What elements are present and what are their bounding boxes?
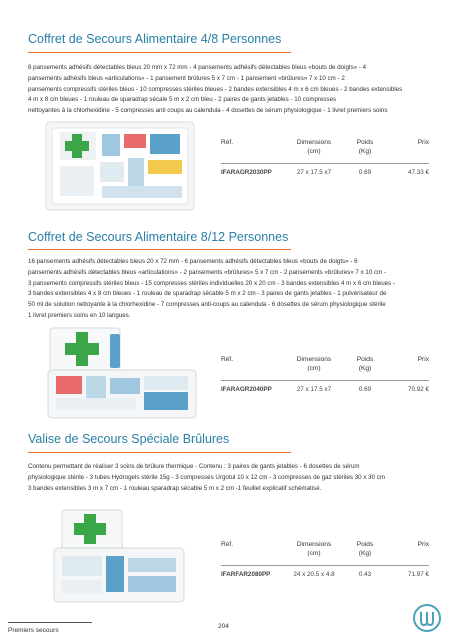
header-prix: Prix: [417, 139, 429, 146]
table-row: [221, 386, 429, 396]
product-description: Contenu permettant de réaliser 3 soins de brûlure thermique - Contenu : 3 paires de gants jetables - 6 dosettes de sérum physiologique stérile - 3 tubes Hydrogels stérile 15g - 3 compresses Urgotul 10 x 12 cm - 3 compresses de gaz stériles 30 x 30 cm 3 bandes extensibles 3 m x 7 cm - 1 rouleau sparadrap sécable 5 m x 2 cm -1 feuillet explicatif schématisé.: [28, 463, 385, 492]
table-row: [221, 169, 429, 179]
header-poids: Poids (Kg): [356, 139, 374, 155]
header-prix: Prix: [417, 356, 429, 363]
header-dimensions: Dimensions (cm): [296, 356, 332, 372]
product-spec-table: [221, 138, 429, 179]
product-ref: IFARAGR2040PP: [221, 386, 272, 393]
brand-logo-icon: [412, 603, 442, 633]
table-divider: [221, 380, 429, 381]
section-title: Coffret de Secours Alimentaire 8/12 Personnes: [28, 230, 289, 244]
header-poids: Poids (Kg): [356, 541, 374, 557]
product-description: 8 pansements adhésifs détectables bleus 20 mm x 72 mm - 4 pansements adhésifs détectables bleus «bouts de doigts» - 4 pansements adhésifs bleus «articulations» - 1 pansement brûlures 5 x 7 cm - 1 pansement «brûlures» 7 x 10 cm - 2 pansements compressifs stériles bleus - 10 compresses stériles bleues - 2 bandes extensibles 4 m x 6 cm bleues - 2 bandes extensibles 4 m x 8 cm bleues - 1 rouleau de sparadrap sécale 5 m x 2 cm bleu - 2 paires de gants jetables - 10 compresses nettoyantes à la chlorhexidine - 5 compresses anti coups au calendula - 4 dosettes de sérum physiologique - 1 livret premiers soins: [28, 64, 403, 115]
product-weight: 0.69: [358, 169, 372, 176]
product-ref: IFARFAR2080PP: [221, 571, 271, 578]
title-underline: [28, 249, 291, 250]
product-ref: IFARAGR2030PP: [221, 169, 272, 176]
header-ref: Réf.: [221, 139, 234, 146]
product-dimensions: 27 x 17.5 x7: [296, 169, 332, 176]
spec-header-row: [221, 355, 429, 377]
table-divider: [221, 163, 429, 164]
spec-header-row: [221, 138, 429, 160]
page-number: 204: [218, 623, 229, 630]
product-image-burn-kit: [40, 508, 200, 604]
table-divider: [221, 565, 429, 566]
product-dimensions: 24 x 20.5 x 4.8: [293, 571, 335, 578]
section-title: Coffret de Secours Alimentaire 4/8 Personnes: [28, 32, 282, 46]
product-description: 16 pansements adhésifs détectables bleus 20 x 72 mm - 6 pansements adhésifs détectables bleus «bouts de doigts» - 6 pansements adhésifs détectables bleus «articulations» - 2 pansements «brûlures» 5 x 7 cm - 2 pansements «brûlures» 7 x 10 cm - 3 pansements compressifs stériles bleus - 15 compresses stériles individuelles 20 x 20 cm - 3 bandes extensibles 4 m x 6 cm bleues - 3 bandes extensibles 4 x 8 cm bleues - 1 rouleau de sparadrap sécable 5 m x 2 cm - 3 paires de gants jetables - 1 pulvérisateur de 50 ml de solution nettoyante à la chlorhexidine - 7 compresses anti-coups au calendula - 6 dosettes de sérum physiologique stérile 1 livret premiers soins en 10 langues.: [28, 258, 395, 319]
header-poids: Poids (Kg): [356, 356, 374, 372]
header-ref: Réf.: [221, 356, 234, 363]
header-dimensions: Dimensions (cm): [296, 139, 332, 155]
product-price: 70.92 €: [407, 386, 429, 393]
header-dimensions: Dimensions (cm): [296, 541, 332, 557]
footer-rule: [8, 622, 92, 623]
product-price: 71.97 €: [407, 571, 429, 578]
product-price: 47.33 €: [407, 169, 429, 176]
header-ref: Réf.: [221, 541, 234, 548]
title-underline: [28, 52, 291, 53]
product-spec-table: [221, 355, 429, 396]
footer-section-label: Premiers secours: [8, 627, 59, 634]
product-dimensions: 27 x 17.5 x7: [296, 386, 332, 393]
header-prix: Prix: [417, 541, 429, 548]
product-weight: 0.43: [358, 571, 372, 578]
product-spec-table: [221, 540, 429, 581]
product-image-kit-8-12: [40, 326, 200, 422]
title-underline: [28, 452, 291, 453]
product-image-kit-4-8: [40, 118, 200, 214]
spec-header-row: [221, 540, 429, 562]
section-title: Valise de Secours Spéciale Brûlures: [28, 432, 230, 446]
table-row: [221, 571, 429, 581]
product-weight: 0.69: [358, 386, 372, 393]
